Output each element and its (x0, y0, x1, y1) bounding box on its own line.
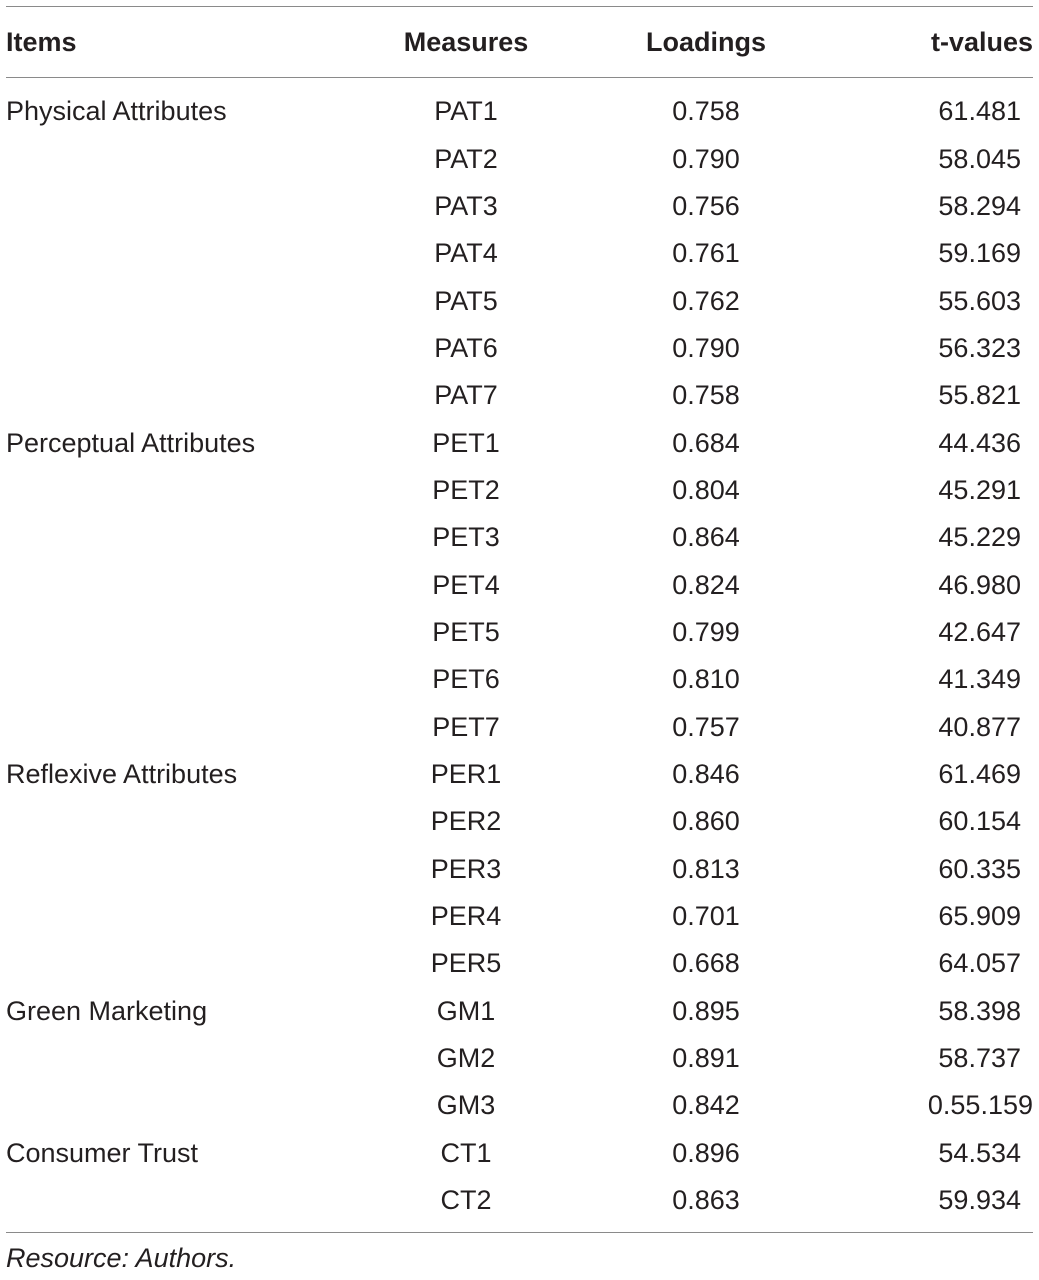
table-row (6, 230, 1033, 277)
cell-item: Consumer Trust (6, 1137, 199, 1168)
cell-loading: 0.799 (672, 616, 740, 647)
cell-item: Perceptual Attributes (6, 427, 256, 458)
cell-loading: 0.790 (672, 143, 740, 174)
cell-t-value-wrap (826, 1090, 1033, 1121)
cell-t-value-wrap (826, 712, 1033, 743)
cell-measure: PER4 (430, 901, 502, 932)
table-row (6, 135, 1033, 182)
table-row (6, 1082, 1033, 1129)
cell-t-value: 60.335 (938, 853, 1021, 884)
cell-item: Reflexive Attributes (6, 758, 238, 789)
cell-t-value: 0.55.159 (927, 1090, 1033, 1121)
cell-measure: PET7 (432, 711, 500, 742)
cell-t-value: 46.980 (938, 569, 1021, 600)
cell-loading: 0.895 (672, 995, 740, 1026)
table-row (6, 703, 1033, 750)
table-footnote: Resource: Authors. (6, 1243, 237, 1274)
cell-measure: PET2 (432, 474, 500, 505)
cell-measure: PAT4 (434, 238, 498, 269)
cell-loading: 0.804 (672, 474, 740, 505)
cell-loading: 0.701 (672, 901, 740, 932)
cell-t-value-wrap (826, 1185, 1033, 1216)
header-loadings: Loadings (646, 26, 766, 57)
cell-t-value-wrap (826, 191, 1033, 222)
table-row (6, 561, 1033, 608)
cell-t-value: 58.294 (938, 190, 1021, 221)
cell-measure: PAT7 (434, 380, 498, 411)
cell-t-value-wrap (826, 380, 1033, 411)
cell-loading: 0.790 (672, 332, 740, 363)
table-row (6, 846, 1033, 893)
table-row (6, 656, 1033, 703)
cell-t-value-wrap (826, 664, 1033, 695)
cell-t-value-wrap (826, 144, 1033, 175)
cell-t-value: 65.909 (938, 901, 1021, 932)
cell-measure: PET4 (432, 569, 500, 600)
table-row (6, 940, 1033, 987)
cell-measure: PAT6 (434, 332, 498, 363)
cell-measure: GM1 (436, 995, 496, 1026)
cell-t-value: 55.603 (938, 285, 1021, 316)
cell-loading: 0.810 (672, 664, 740, 695)
table-row (6, 988, 1033, 1035)
table-header (6, 7, 1033, 77)
cell-loading: 0.756 (672, 190, 740, 221)
cell-measure: PAT2 (434, 143, 498, 174)
cell-measure: PET6 (432, 664, 500, 695)
table-row (6, 467, 1033, 514)
cell-t-value: 64.057 (938, 948, 1021, 979)
cell-measure: PER2 (430, 806, 502, 837)
cell-t-value: 58.737 (938, 1043, 1021, 1074)
cell-t-value-wrap (826, 286, 1033, 317)
cell-loading: 0.860 (672, 806, 740, 837)
cell-t-value-wrap (826, 570, 1033, 601)
header-measures: Measures (403, 26, 529, 57)
cell-t-value-wrap (826, 238, 1033, 269)
cell-loading: 0.824 (672, 569, 740, 600)
cell-t-value: 61.481 (938, 96, 1021, 127)
cell-t-value: 44.436 (938, 427, 1021, 458)
cell-t-value: 54.534 (938, 1137, 1021, 1168)
cell-t-value-wrap (826, 1138, 1033, 1169)
cell-measure: PER3 (430, 853, 502, 884)
cell-t-value: 60.154 (938, 806, 1021, 837)
table-row (6, 751, 1033, 798)
cell-item: Green Marketing (6, 995, 208, 1026)
cell-loading: 0.813 (672, 853, 740, 884)
table-row (6, 1035, 1033, 1082)
table-body (6, 78, 1033, 1232)
cell-t-value-wrap (826, 1043, 1033, 1074)
cell-t-value-wrap (826, 428, 1033, 459)
cell-t-value: 59.934 (938, 1185, 1021, 1216)
cell-t-value-wrap (826, 854, 1033, 885)
table-row (6, 893, 1033, 940)
cell-loading: 0.758 (672, 96, 740, 127)
cell-loading: 0.842 (672, 1090, 740, 1121)
cell-loading: 0.891 (672, 1043, 740, 1074)
cell-measure: PAT5 (434, 285, 498, 316)
cell-loading: 0.864 (672, 522, 740, 553)
table-row (6, 1177, 1033, 1224)
cell-t-value-wrap (826, 759, 1033, 790)
cell-loading: 0.758 (672, 380, 740, 411)
table-row (6, 609, 1033, 656)
cell-measure: GM3 (436, 1090, 496, 1121)
cell-loading: 0.762 (672, 285, 740, 316)
table-row (6, 88, 1033, 135)
cell-t-value: 41.349 (938, 664, 1021, 695)
cell-loading: 0.757 (672, 711, 740, 742)
cell-item: Physical Attributes (6, 96, 227, 127)
bottom-rule (6, 1232, 1033, 1233)
table-row (6, 514, 1033, 561)
header-t-values: t-values (930, 26, 1033, 57)
cell-t-value-wrap (826, 901, 1033, 932)
cell-t-value: 45.229 (938, 522, 1021, 553)
table-row (6, 183, 1033, 230)
cell-measure: PET3 (432, 522, 500, 553)
loadings-table (6, 6, 1033, 1274)
cell-measure: PER1 (430, 758, 502, 789)
cell-measure: CT2 (440, 1185, 492, 1216)
cell-loading: 0.863 (672, 1185, 740, 1216)
table-row (6, 372, 1033, 419)
cell-loading: 0.761 (672, 238, 740, 269)
cell-t-value-wrap (826, 475, 1033, 506)
cell-measure: PER5 (430, 948, 502, 979)
cell-t-value: 55.821 (938, 380, 1021, 411)
cell-t-value: 58.398 (938, 995, 1021, 1026)
cell-t-value-wrap (826, 996, 1033, 1027)
cell-t-value: 42.647 (938, 616, 1021, 647)
cell-measure: GM2 (436, 1043, 496, 1074)
table-row (6, 419, 1033, 466)
cell-measure: PET1 (432, 427, 500, 458)
cell-t-value-wrap (826, 96, 1033, 127)
cell-t-value: 58.045 (938, 143, 1021, 174)
cell-t-value-wrap (826, 617, 1033, 648)
cell-measure: CT1 (440, 1137, 492, 1168)
cell-t-value: 40.877 (938, 711, 1021, 742)
cell-t-value: 56.323 (938, 332, 1021, 363)
cell-t-value-wrap (826, 806, 1033, 837)
cell-loading: 0.896 (672, 1137, 740, 1168)
cell-measure: PAT3 (434, 190, 498, 221)
cell-t-value-wrap (826, 948, 1033, 979)
cell-loading: 0.668 (672, 948, 740, 979)
table-row (6, 1130, 1033, 1177)
cell-measure: PET5 (432, 616, 500, 647)
cell-t-value-wrap (826, 522, 1033, 553)
cell-t-value: 45.291 (938, 474, 1021, 505)
cell-t-value: 59.169 (938, 238, 1021, 269)
cell-loading: 0.684 (672, 427, 740, 458)
table-row (6, 277, 1033, 324)
cell-loading: 0.846 (672, 758, 740, 789)
table-row (6, 798, 1033, 845)
cell-t-value-wrap (826, 333, 1033, 364)
cell-t-value: 61.469 (938, 758, 1021, 789)
table-row (6, 325, 1033, 372)
header-items: Items (6, 26, 77, 57)
cell-measure: PAT1 (434, 96, 498, 127)
